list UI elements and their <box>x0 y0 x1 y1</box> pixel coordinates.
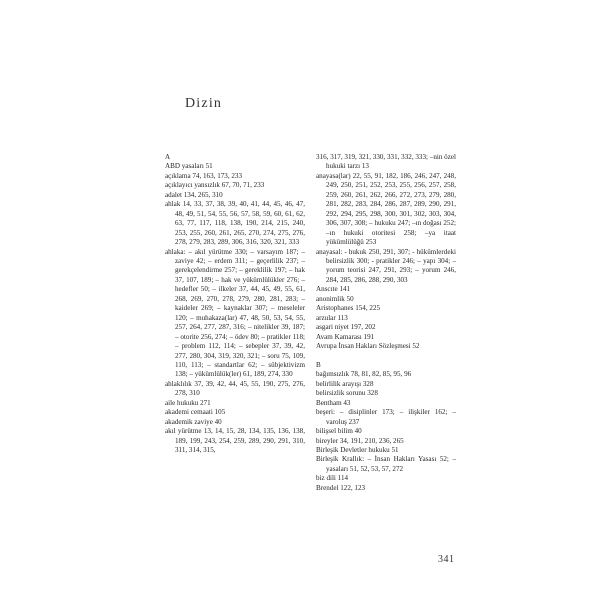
index-entry: Anscıte 141 <box>316 285 351 294</box>
index-entry: bağımsızlık 78, 81, 82, 85, 95, 96 <box>316 370 412 379</box>
index-entry: anayasal: - hukuk 250, 291, 307; - hükümlerdeki belirsizlik 300; - pratikler 246; – yapı 304; – yorum teorisi 247, 291, 293; – yorum 246, 284, 285, 286, 288, 290, 303 <box>316 247 456 284</box>
index-entry: Bentham 43 <box>316 398 351 407</box>
index-entry: adalet 134, 265, 310 <box>165 190 223 199</box>
index-entry: ABD yasaları 51 <box>165 162 213 171</box>
section-spacer <box>316 352 456 361</box>
index-entry: beşeri: – disiplinler 173; – ilişkiler 162; – varoluş 237 <box>316 408 456 426</box>
index-entry: belirsizlik sorunu 328 <box>316 389 378 398</box>
index-entry: aile hukuku 271 <box>165 398 211 407</box>
index-entry: açıklayıcı yansızlık 67, 70, 71, 233 <box>165 181 265 190</box>
index-entry: Birleşik Devletler hukuku 51 <box>316 446 399 455</box>
index-entry: arzular 113 <box>316 313 348 322</box>
index-column-left <box>165 153 305 456</box>
index-entry: belirlilik arayışı 328 <box>316 379 374 388</box>
index-entry: bireyler 34, 191, 210, 236, 265 <box>316 436 404 445</box>
index-entry: bilişsel bilim 40 <box>316 427 362 436</box>
index-entry: açıklama 74, 163, 173, 233 <box>165 171 243 180</box>
index-entry: Avrupa İnsan Hakları Sözleşmesi 52 <box>316 342 420 351</box>
index-entry: Brendel 122, 123 <box>316 483 366 492</box>
index-entry: anayasa(lar) 22, 55, 91, 182, 186, 246, 247, 248, 249, 250, 251, 252, 253, 255, 256, 257, 258, 259, 260, 261, 262, 266, 272, 273, 279, 280, 281, 282, 283, 284, 286, 287, 289, 290, 291, 292, 294, 295, 298, 300, 301, 302, 303, 304, 306, 307, 308; – hukuku 247; –ın doğası 252; –ın hukuki otoritesi 258; –ya itaat yükümlülüğü 253 <box>316 171 456 247</box>
index-entry: ahlaklılık 37, 39, 42, 44, 45, 55, 190, 275, 276, 278, 310 <box>165 379 305 398</box>
index-entry: 316, 317, 319, 321, 330, 331, 332, 333; –nin özel hukuki tarzı 13 <box>316 153 456 171</box>
index-entry: akıl yürütme 13, 14, 15, 28, 134, 135, 136, 138, 189, 199, 243, 254, 259, 289, 290, 291, 310, 311, 314, 315, <box>165 427 305 455</box>
index-section-letter: B <box>316 360 321 369</box>
index-entry: ahlaka: – akıl yürütme 330; – varsayım 187; – zaviye 42; – erdem 311; – geçerlilik 237; – gerekçelendirme 257; – gereklilik 197; – hak 37, 107, 189; – hak ve yükümlülükler 276; – hedefler 50; – ilkeler 37, 44, 45, 49, 55, 61, 268, 269, 270, 278, 279, 280, 281, 283; – kaideler 269; – kaynaklar 307; – meseleler 120; – muhakaza(lar) 47, 48, 50, 53, 54, 55, 257, 264, 277, 287, 316; – nitelikler 39, 187; – otorite 256, 274; – ödev 80; – pratikler 118; – problem 112, 114; – sebepler 37, 39, 42, 277, 280, 304, 319, 320, 321; – soru 75, 109, 110, 113; – standartlar 62; – sübjektivizm 138; – yükümlülük(ler) 61, 189, 274, 330 <box>165 247 305 379</box>
index-entry: asgari niyet 197, 202 <box>316 323 376 332</box>
index-column-right <box>316 153 456 493</box>
page-number: 341 <box>438 554 455 565</box>
index-entry: ahlak 14, 33, 37, 38, 39, 40, 41, 44, 45, 46, 47, 48, 49, 51, 54, 55, 56, 57, 58, 59, 60, 61, 62, 63, 77, 117, 118, 138, 190, 214, 215, 240, 253, 255, 260, 261, 265, 270, 274, 275, 276, 278, 279, 283, 289, 306, 316, 320, 321, 333 <box>165 200 305 247</box>
index-entry: Avam Kamarası 191 <box>316 332 375 341</box>
page-title: Dizin <box>185 96 223 111</box>
index-entry: anonimlik 50 <box>316 294 354 303</box>
index-entry: Birleşik Krallık: – İnsan Hakları Yasası 52; – yasaları 51, 52, 53, 57, 272 <box>316 455 456 473</box>
index-entry: akademik zaviye 40 <box>165 417 222 426</box>
index-entry: akademi cemaati 105 <box>165 408 226 417</box>
index-entry: Aristophanes 154, 225 <box>316 304 381 313</box>
index-entry: biz dili 114 <box>316 474 349 483</box>
index-section-letter: A <box>165 153 171 161</box>
